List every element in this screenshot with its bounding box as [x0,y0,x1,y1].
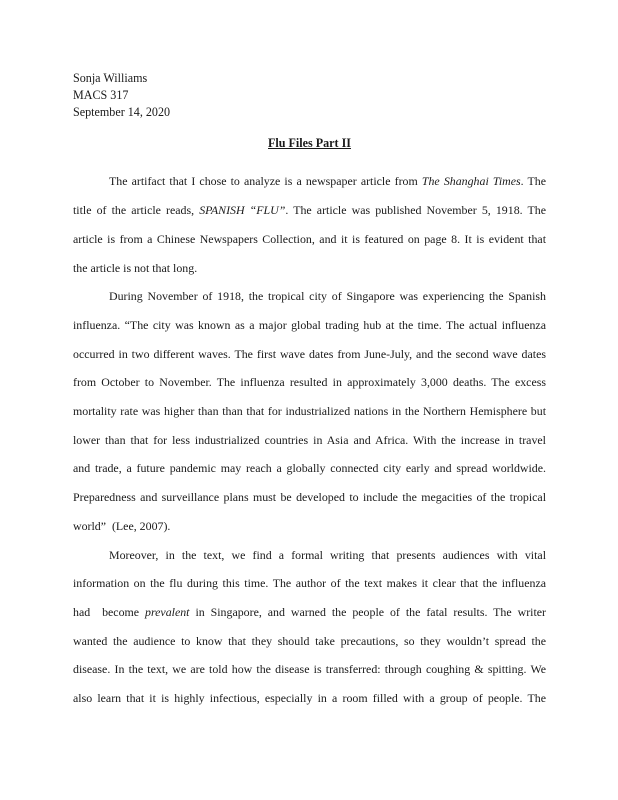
text-line [73,340,546,369]
text-segment: lower than that for less industrialized countries in Asia and Africa. With the increase in travel [73,432,546,447]
text-segment: from October to November. The influenza resulted in approximately 3,000 deaths. The excess [73,375,546,390]
text-segment: title of the article reads, [73,203,200,218]
text-line [73,426,546,455]
text-line [73,167,546,196]
text-segment: occurred in two different waves. The first wave dates from June-July, and the second wave dates [73,346,546,361]
text-line [73,397,546,426]
text-line [73,655,546,684]
italic-text: The Shanghai Times [421,174,521,189]
document-header [73,70,546,120]
text-segment: the article is not that long. [73,260,198,275]
text-segment: During November of 1918, the tropical city of Singapore was experiencing the Spanish [109,289,546,304]
document-title: Flu Files Part II [268,136,351,151]
author-line: Sonja Williams [73,71,148,85]
text-line [73,254,546,283]
italic-text: SPANISH “FLU” [199,203,286,218]
course-line: MACS 317 [73,87,129,102]
text-line [73,368,546,397]
text-segment: also learn that it is highly infectious, especially in a room filled with a group of people. The [73,691,546,706]
paragraph [73,541,546,713]
paragraph [73,282,546,540]
text-segment: article is from a Chinese Newspapers Collection, and it is featured on page 8. It is evident that [73,231,546,246]
text-segment: The artifact that I chose to analyze is a newspaper article from [109,174,422,189]
text-line [73,541,546,570]
text-line [73,311,546,340]
text-line [73,282,546,311]
text-line [73,454,546,483]
text-segment: Preparedness and surveillance plans must be developed to include the megacities of the tropical [73,490,546,505]
text-line [73,512,546,541]
text-segment: . The [520,174,546,189]
date-line: September 14, 2020 [73,104,171,119]
text-segment: Moreover, in the text, we find a formal writing that presents audiences with vital [109,547,546,562]
text-line [73,196,546,225]
text-segment: world” (Lee, 2007). [73,518,171,533]
italic-text: prevalent [145,604,190,619]
text-segment: and trade, a future pandemic may reach a globally connected city early and spread worldwide. [73,461,546,476]
text-line [73,598,546,627]
text-segment: . The article was published November 5, 1918. The [285,203,546,218]
text-segment: influenza. “The city was known as a major global trading hub at the time. The actual influenza [73,317,546,332]
text-segment: wanted the audience to know that they should take precautions, so they wouldn’t spread the [73,633,546,648]
text-line [73,225,546,254]
text-segment: in Singapore, and warned the people of the fatal results. The writer [189,604,546,619]
text-line [73,684,546,713]
text-segment: disease. In the text, we are told how the disease is transferred: through coughing & spitting. We [73,662,546,677]
text-segment: had become [73,604,146,619]
text-line [73,569,546,598]
text-segment: information on the flu during this time. The author of the text makes it clear that the influenza [73,576,546,591]
text-line [73,483,546,512]
text-line [73,627,546,656]
document-body [73,167,546,712]
paragraph [73,167,546,282]
text-segment: mortality rate was higher than than that for industrialized nations in the Northern Hemisphere but [73,404,546,419]
